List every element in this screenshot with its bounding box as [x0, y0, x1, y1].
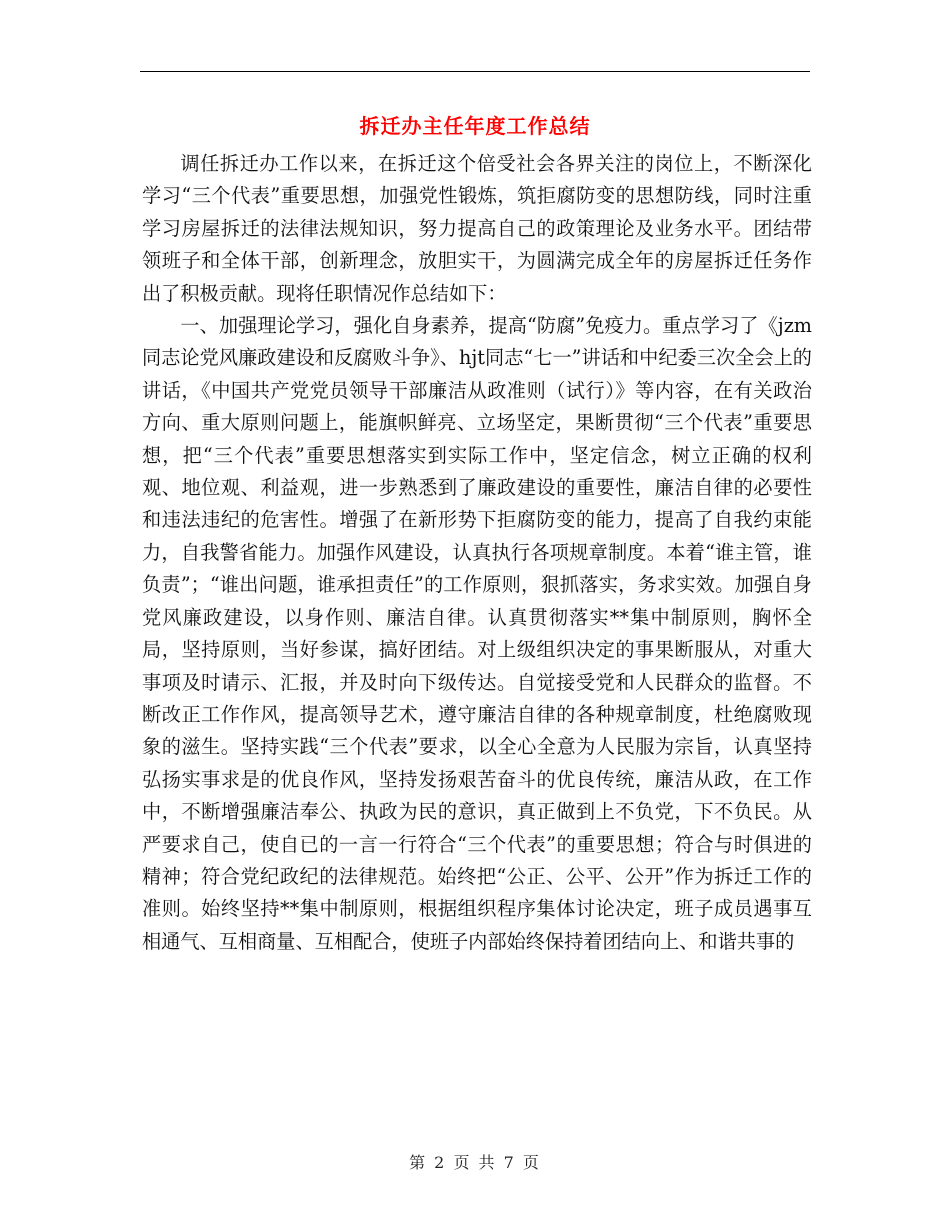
- document-title: 拆迁办主任年度工作总结: [359, 114, 591, 138]
- page-footer: 第 2 页 共 7 页: [409, 1153, 541, 1172]
- header-rule: [140, 71, 810, 72]
- paragraph-section-one: 一、加强理论学习，强化自身素养，提高“防腐”免疫力。重点学习了《jzm同志论党风廉政建设和反腐败斗争》、hjt同志“七一”讲话和中纪委三次全会上的讲话，《中国共产党党员领导干部廉洁从政准则（试行）》等内容，在有关政治方向、重大原则问题上，能旗帜鲜亮、立场坚定，果断贯彻“三个代表”重要思想，把“三个代表”重要思想落实到实际工作中，坚定信念，树立正确的权利观、地位观、利益观，进一步熟悉到了廉政建设的重要性，廉洁自律的必要性和违法违纪的危害性。增强了在新形势下拒腐防变的能力，提高了自我约束能力，自我警省能力。加强作风建设，认真执行各项规章制度。本着“谁主管，谁负责”；“谁出问题，谁承担责任”的工作原则，狠抓落实，务求实效。加强自身党风廉政建设，以身作则、廉洁自律。认真贯彻落实**集中制原则，胸怀全局，坚持原则，当好参谋，搞好团结。对上级组织决定的事果断服从，对重大事项及时请示、汇报，并及时向下级传达。自觉接受党和人民群众的监督。不断改正工作作风，提高领导艺术，遵守廉洁自律的各种规章制度，杜绝腐败现象的滋生。坚持实践“三个代表”要求，以全心全意为人民服为宗旨，认真坚持弘扬实事求是的优良作风，坚持发扬艰苦奋斗的优良传统，廉洁从政，在工作中，不断增强廉洁奉公、执政为民的意识，真正做到上不负党，下不负民。从严要求自己，使自已的一言一行符合“三个代表”的重要思想；符合与时俱进的精神；符合党纪政纪的法律规范。始终把“公正、公平、公开”作为拆迁工作的准则。始终坚持**集中制原则，根据组织程序集体讨论决定，班子成员遇事互相通气、互相商量、互相配合，使班子内部始终保持着团结向上、和谐共事的: [142, 314, 812, 953]
- document-body: [142, 148, 812, 958]
- paragraph-intro: 调任拆迁办工作以来，在拆迁这个倍受社会各界关注的岗位上，不断深化学习“三个代表”重要思想，加强党性锻炼，筑拒腐防变的思想防线，同时注重学习房屋拆迁的法律法规知识，努力提高自己的政策理论及业务水平。团结带领班子和全体干部，创新理念，放胆实干，为圆满完成全年的房屋拆迁任务作出了积极贡献。现将任职情况作总结如下：: [142, 152, 812, 305]
